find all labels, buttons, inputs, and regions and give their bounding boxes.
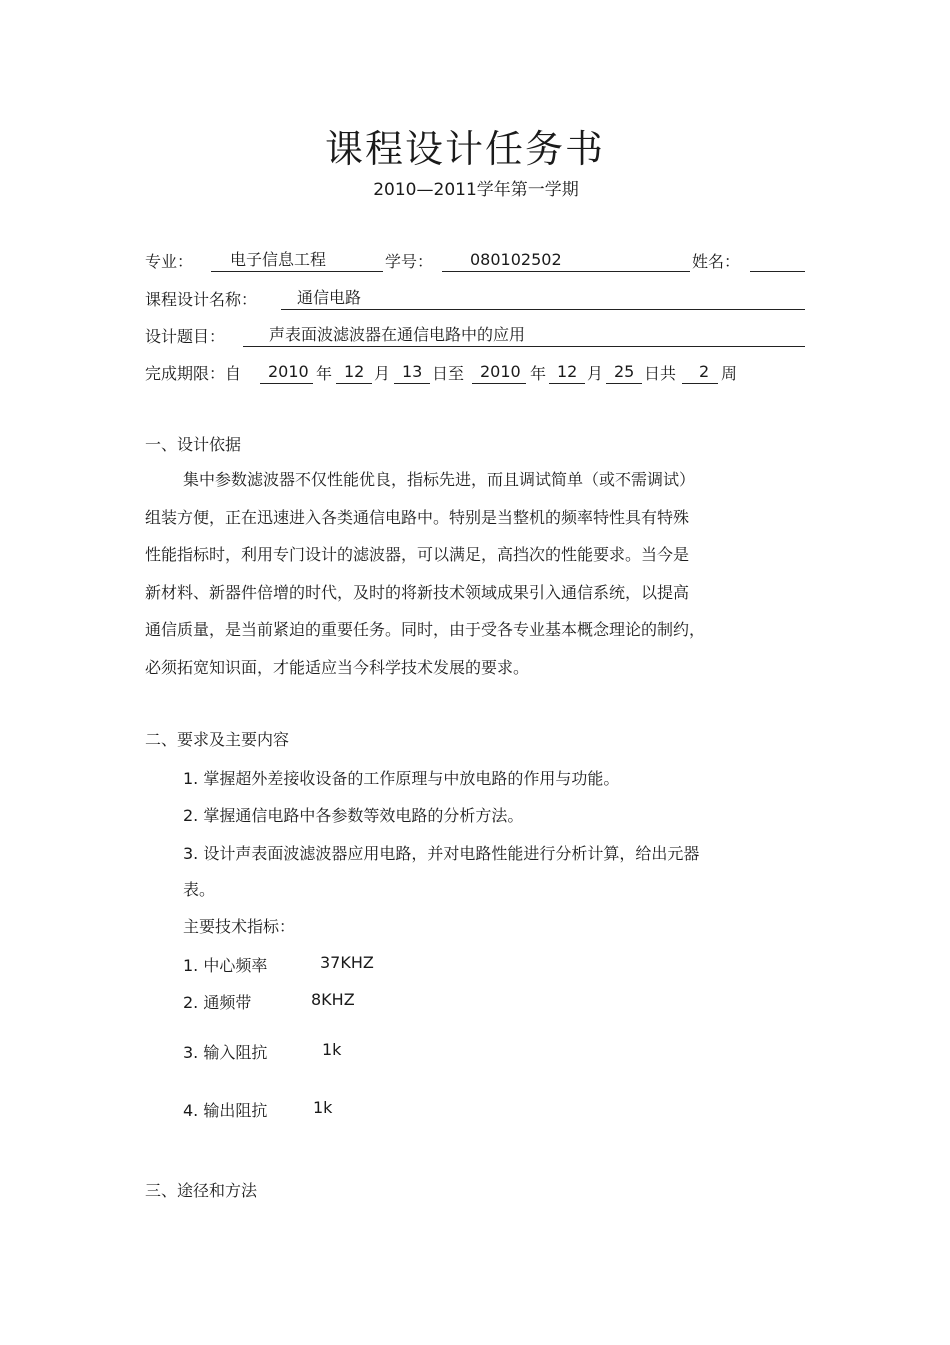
- end-month-unit: 月: [587, 364, 604, 383]
- start-day-field: [394, 361, 430, 384]
- period-label: 完成期限：自: [145, 364, 242, 383]
- paragraph-line: 新材料、新器件倍增的时代，及时的将新技术领域成果引入通信系统，以提高: [145, 582, 690, 602]
- spec-heading: 主要技术指标：: [183, 917, 296, 936]
- end-month-value: 12: [557, 362, 578, 381]
- end-year-field: [472, 361, 526, 384]
- end-day-value: 25: [614, 362, 635, 381]
- paragraph-line: 必须拓宽知识面，才能适应当今科学技术发展的要求。: [145, 657, 530, 677]
- section3-heading: 三、途径和方法: [145, 1181, 258, 1200]
- total-unit: 日共: [644, 364, 677, 383]
- name-field: [750, 249, 805, 272]
- spec-label: 2. 通频带: [183, 993, 252, 1012]
- name-label: 姓名：: [692, 252, 741, 271]
- topic-value: 声表面波滤波器在通信电路中的应用: [269, 325, 526, 344]
- spec-value: 8KHZ: [311, 990, 355, 1009]
- spec-label: 4. 输出阻抗: [183, 1101, 268, 1120]
- weeks-unit: 周: [721, 364, 738, 383]
- semester-subtitle: 2010—2011学年第一学期: [373, 180, 579, 200]
- start-month-value: 12: [344, 362, 365, 381]
- paragraph-line: 组装方便，正在迅速进入各类通信电路中。特别是当整机的频率特性具有特殊: [145, 507, 690, 527]
- major-field: [211, 249, 383, 272]
- document-title: 课程设计任务书: [324, 127, 605, 171]
- student-id-field: [442, 249, 690, 272]
- student-id-label: 学号：: [385, 252, 434, 271]
- start-year-value: 2010: [268, 362, 309, 381]
- start-year-field: [260, 361, 313, 384]
- spec-value: 37KHZ: [320, 953, 374, 972]
- start-day-value: 13: [402, 362, 423, 381]
- start-month-field: [336, 361, 372, 384]
- major-label: 专业：: [145, 252, 194, 271]
- weeks-field: [682, 361, 718, 384]
- paragraph-line: 通信质量，是当前紧迫的重要任务。同时，由于受各专业基本概念理论的制约，: [145, 620, 706, 640]
- end-day-field: [606, 361, 642, 384]
- weeks-value: 2: [699, 362, 710, 381]
- end-year-value: 2010: [480, 362, 521, 381]
- spec-value: 1k: [322, 1040, 342, 1059]
- requirement-item: 2. 掌握通信电路中各参数等效电路的分析方法。: [183, 806, 524, 825]
- date-to-unit: 日至: [432, 364, 465, 383]
- major-value: 电子信息工程: [230, 250, 327, 269]
- end-month-field: [549, 361, 585, 384]
- start-year-unit: 年: [316, 364, 333, 383]
- requirement-item-continued: 表。: [183, 880, 216, 899]
- spec-label: 1. 中心频率: [183, 956, 268, 975]
- course-name-value: 通信电路: [297, 288, 362, 307]
- topic-label: 设计题目：: [145, 327, 226, 346]
- requirement-item: 1. 掌握超外差接收设备的工作原理与中放电路的作用与功能。: [183, 769, 620, 788]
- section2-heading: 二、要求及主要内容: [145, 730, 290, 749]
- course-name-field: [281, 287, 805, 310]
- paragraph-line: 性能指标时，利用专门设计的滤波器，可以满足，高挡次的性能要求。当今是: [145, 545, 690, 565]
- topic-field: [243, 324, 805, 347]
- course-name-label: 课程设计名称：: [145, 290, 258, 309]
- end-year-unit: 年: [530, 364, 547, 383]
- start-month-unit: 月: [374, 364, 391, 383]
- requirement-item: 3. 设计声表面波滤波器应用电路，并对电路性能进行分析计算，给出元器: [183, 844, 700, 863]
- spec-value: 1k: [313, 1098, 333, 1117]
- section1-heading: 一、设计依据: [145, 435, 242, 454]
- spec-label: 3. 输入阻抗: [183, 1043, 268, 1062]
- section1-paragraph: [145, 461, 770, 687]
- paragraph-line: 集中参数滤波器不仅性能优良，指标先进，而且调试简单（或不需调试）: [183, 470, 696, 489]
- student-id-value: 080102502: [470, 250, 562, 269]
